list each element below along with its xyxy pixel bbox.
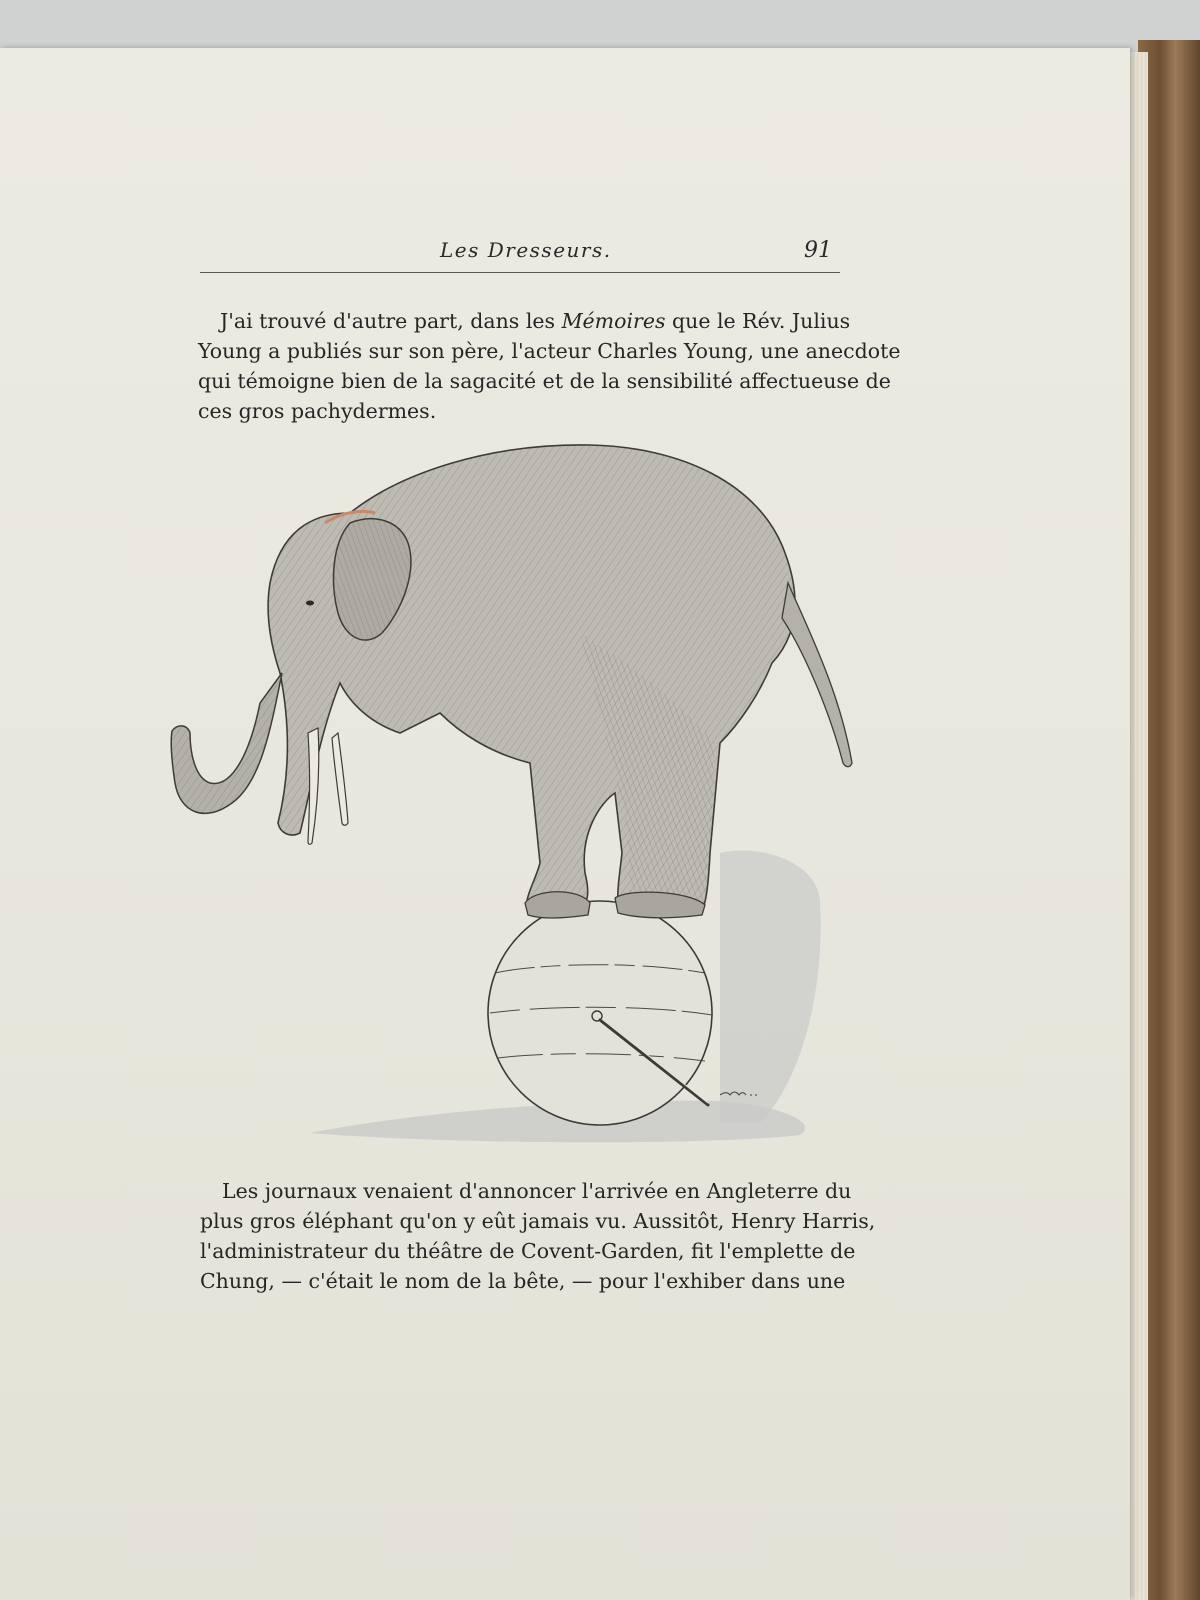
elephant-tail [782, 583, 852, 767]
paragraph-1-line-1 [198, 306, 851, 336]
paragraph-2-line-4: Chung, — c'était le nom de la bête, — pour l'exhiber dans une [200, 1269, 846, 1293]
circus-ball [488, 901, 712, 1125]
paragraph-2-line-3: l'administrateur du théâtre de Covent-Garden, fit l'emplette de [200, 1239, 856, 1263]
page-number: 91 [804, 238, 832, 263]
paragraph-1-line-3: qui témoigne bien de la sagacité et de la sensibilité affectueuse de [198, 369, 891, 393]
italic-title-memoires: Mémoires [561, 309, 666, 333]
paragraph-1 [198, 306, 901, 426]
elephant-drawing [160, 433, 880, 1153]
book-page [0, 48, 1130, 1600]
running-title: Les Dresseurs. [440, 238, 612, 262]
text-run: J'ai trouvé d'autre part, dans les [220, 309, 562, 333]
paragraph-1-line-2: Young a publiés sur son père, l'acteur Charles Young, une anecdote [198, 339, 901, 363]
elephant-illustration [160, 433, 880, 1153]
elephant-tusk-right [332, 733, 348, 825]
cast-shadow [720, 850, 821, 1123]
paragraph-2 [200, 1176, 876, 1296]
paragraph-2-line-2: plus gros éléphant qu'on y eût jamais vu. Aussitôt, Henry Harris, [200, 1209, 876, 1233]
elephant-eye [306, 601, 314, 606]
running-head [200, 238, 840, 273]
elephant-tusk-left [308, 728, 319, 844]
elephant-trunk-hatching [171, 673, 282, 813]
elephant-hatching [268, 445, 795, 915]
elephant-front-foot [525, 892, 590, 918]
text-run: que le Rév. Julius [665, 309, 851, 333]
paragraph-1-line-4: ces gros pachydermes. [198, 399, 437, 423]
paragraph-2-line-1: Les journaux venaient d'annoncer l'arrivée en Angleterre du [222, 1179, 852, 1203]
